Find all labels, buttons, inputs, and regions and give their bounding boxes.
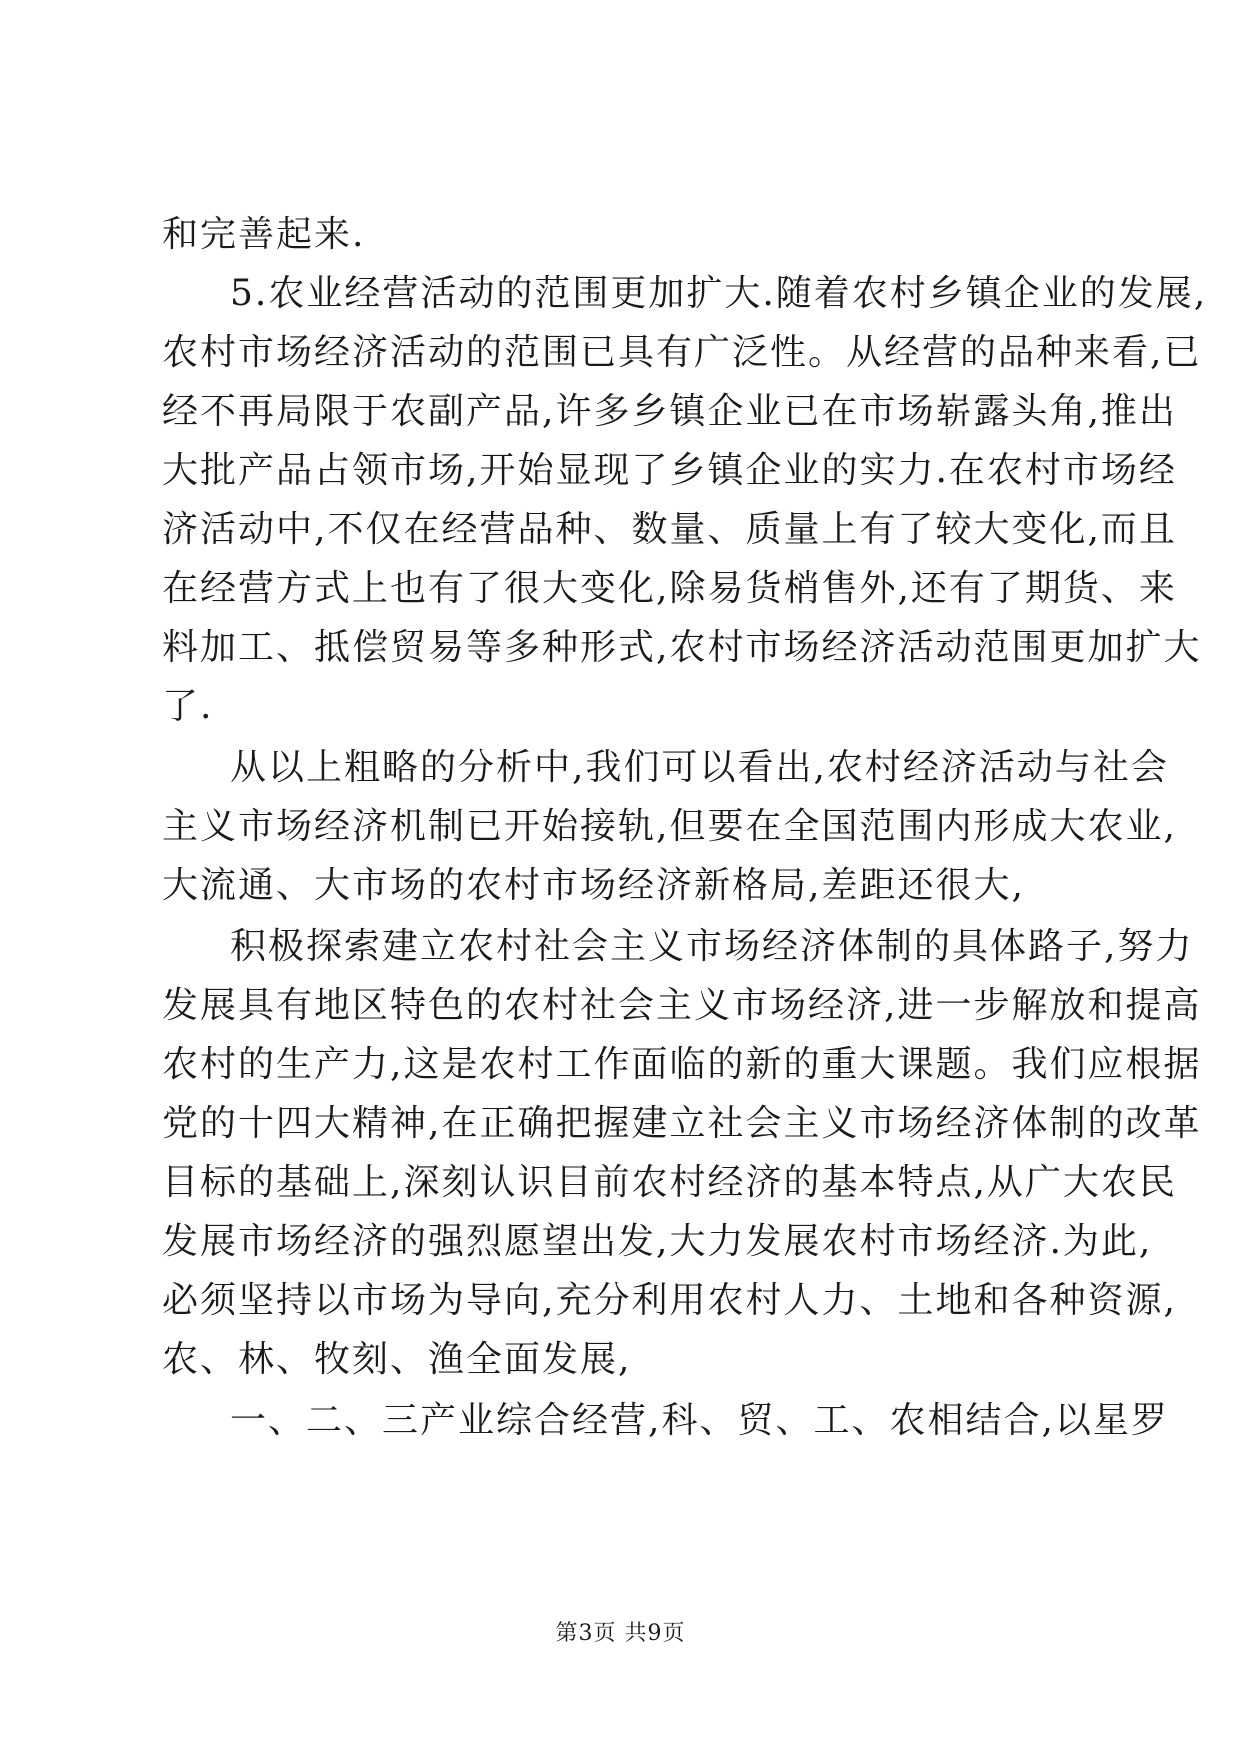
text-line: 主义市场经济机制已开始接轨,但要在全国范围内形成大农业, <box>162 806 1177 847</box>
text-line: 料加工、抵偿贸易等多种形式,农村市场经济活动范围更加扩大 <box>162 627 1202 668</box>
text-line: 发展具有地区特色的农村社会主义市场经济,进一步解放和提高 <box>162 985 1202 1026</box>
text-line: 了. <box>162 686 214 727</box>
paragraph-start-line: 一、二、三产业综合经营,科、贸、工、农相结合,以星罗 <box>230 1400 1169 1441</box>
text-line: 和完善起来. <box>162 214 366 255</box>
text-line: 济活动中,不仅在经营品种、数量、质量上有了较大变化,而且 <box>162 509 1177 550</box>
page-number-footer: 第3页 共9页 <box>555 1621 686 1646</box>
text-line: 在经营方式上也有了很大变化,除易货梢售外,还有了期货、来 <box>162 568 1177 609</box>
paragraph-start-line: 5.农业经营活动的范围更加扩大.随着农村乡镇企业的发展, <box>230 273 1208 314</box>
paragraph-start-line: 从以上粗略的分析中,我们可以看出,农村经济活动与社会 <box>230 747 1169 788</box>
text-line: 大流通、大市场的农村市场经济新格局,差距还很大, <box>162 865 1025 906</box>
paragraph-start-line: 积极探索建立农村社会主义市场经济体制的具体路子,努力 <box>230 926 1194 967</box>
text-line: 农村市场经济活动的范围已具有广泛性。从经营的品种来看,已 <box>162 332 1202 373</box>
text-line: 发展市场经济的强烈愿望出发,大力发展农村市场经济.为此, <box>162 1221 1153 1262</box>
text-line: 农、林、牧刻、渔全面发展, <box>162 1339 632 1380</box>
text-line: 必须坚持以市场为导向,充分利用农村人力、土地和各种资源, <box>162 1280 1177 1321</box>
text-line: 目标的基础上,深刻认识目前农村经济的基本特点,从广大农民 <box>162 1162 1177 1203</box>
text-line: 经不再局限于农副产品,许多乡镇企业已在市场崭露头角,推出 <box>162 391 1177 432</box>
text-line: 党的十四大精神,在正确把握建立社会主义市场经济体制的改革 <box>162 1103 1202 1144</box>
text-line: 农村的生产力,这是农村工作面临的新的重大课题。我们应根据 <box>162 1044 1202 1085</box>
text-line: 大批产品占领市场,开始显现了乡镇企业的实力.在农村市场经 <box>162 450 1177 491</box>
